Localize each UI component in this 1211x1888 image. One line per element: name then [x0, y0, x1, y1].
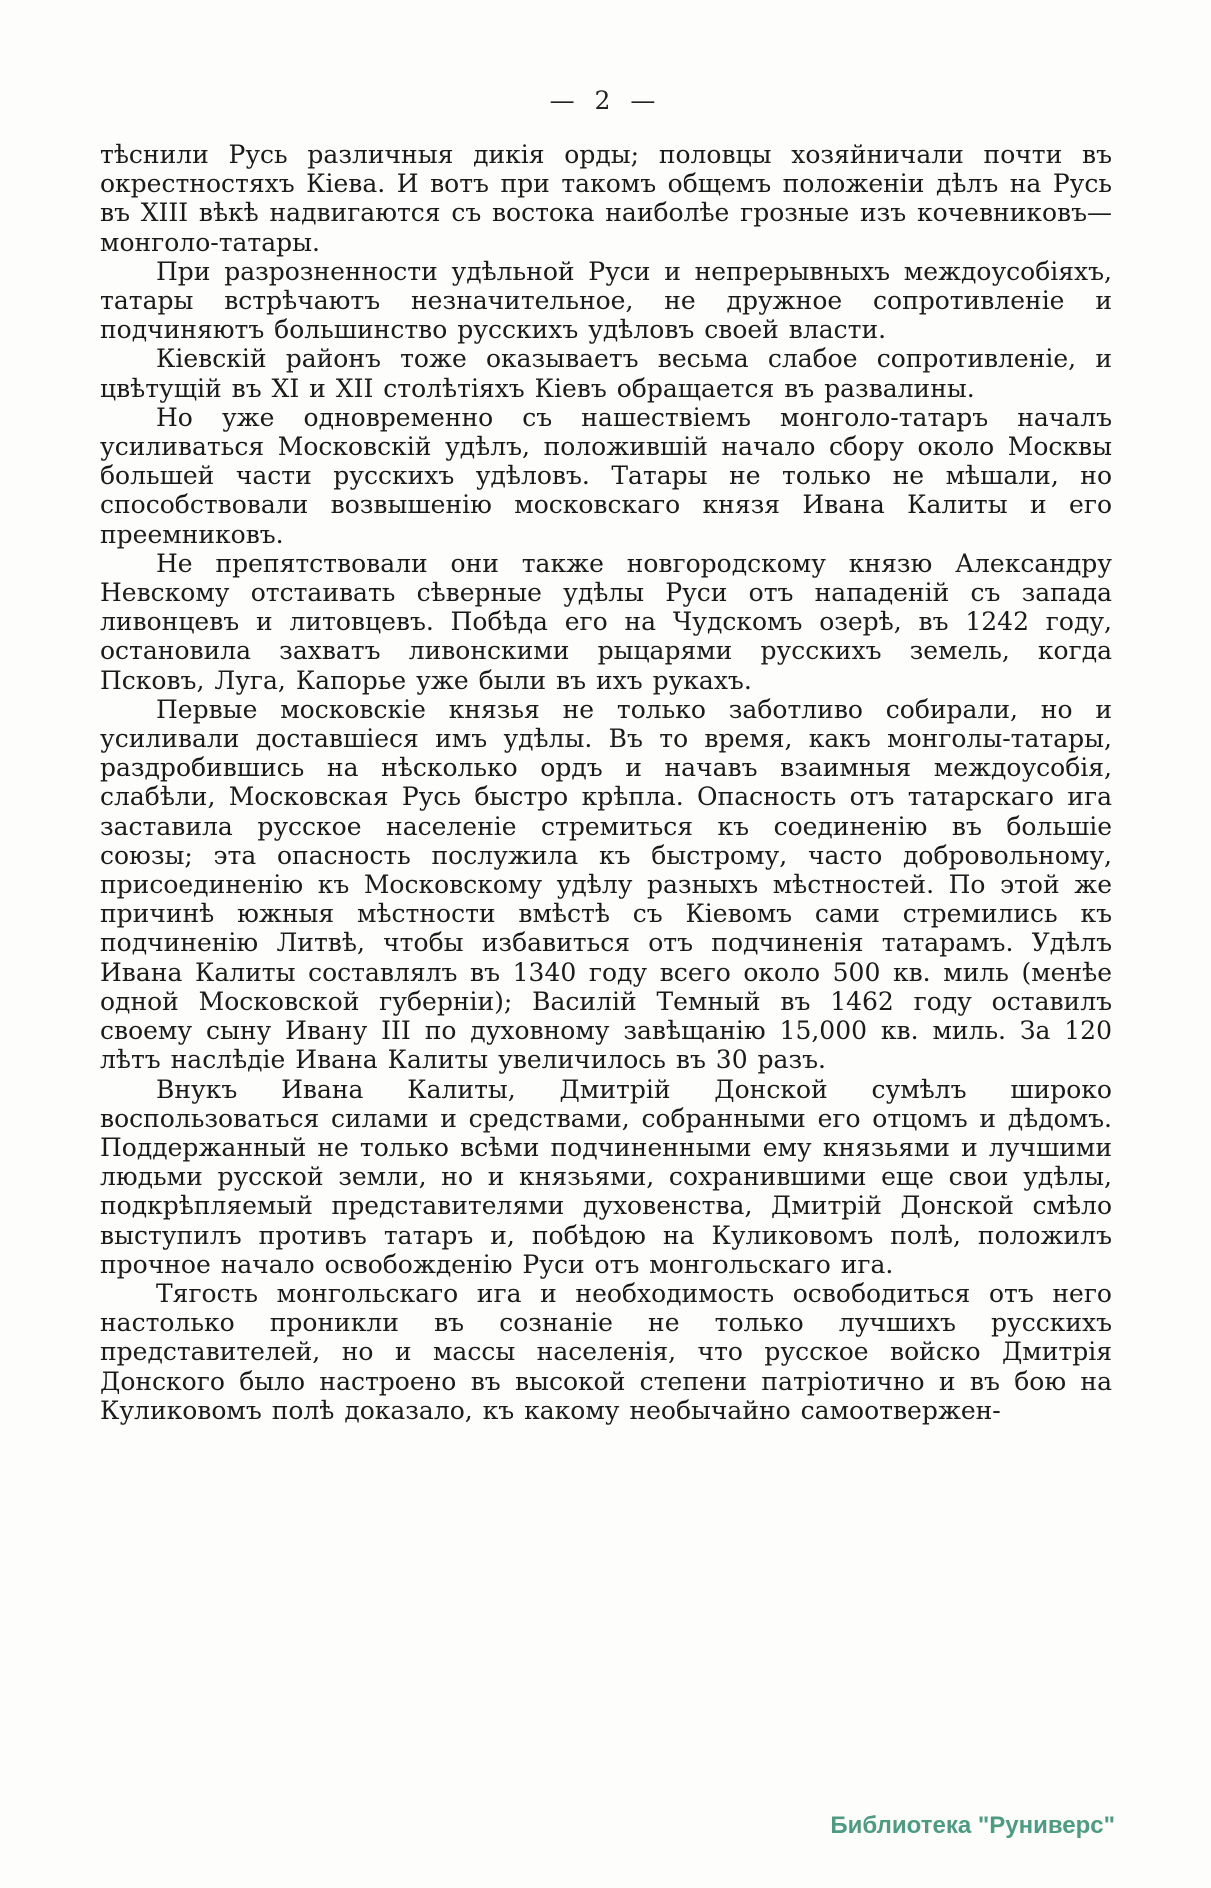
paragraph: Внукъ Ивана Калиты, Дмитрій Донской сумѣлъ широко воспользоваться силами и средствами, собранными его отцомъ и дѣдомъ. Поддержанный не только всѣми подчиненными ему князьями и лучшими людьми русской земли, но и князьями, сохранившими еще свои удѣлы, подкрѣпляемый представителями духовенства, Дмитрій Донской смѣло выступилъ противъ татаръ и, побѣдою на Куликовомъ полѣ, положилъ прочное начало освобожденію Руси отъ монгольскаго ига. [100, 1074, 1112, 1279]
library-watermark: Библиотека "Руниверс" [830, 1812, 1115, 1839]
paragraph: Не препятствовали они также новгородскому князю Александру Невскому отстаивать сѣверные удѣлы Руси отъ нападеній съ запада ливонцевъ и литовцевъ. Побѣда его на Чудскомъ озерѣ, въ 1242 году, остановила захватъ ливонскими рыцарями русскихъ земель, когда Псковъ, Луга, Капорье уже были въ ихъ рукахъ. [100, 548, 1112, 695]
paragraph: Кіевскій районъ тоже оказываетъ весьма слабое сопротивленіе, и цвѣтущій въ XI и XII столѣтіяхъ Кіевъ обращается въ развалины. [100, 344, 1112, 403]
paragraph: При разрозненности удѣльной Руси и непрерывныхъ междоусобіяхъ, татары встрѣчаютъ незначительное, не дружное сопротивленіе и подчиняютъ большинство русскихъ удѣловъ своей власти. [100, 256, 1112, 345]
paragraph: Но уже одновременно съ нашествіемъ монголо-татаръ началъ усиливаться Московскій удѣлъ, положившій начало сбору около Москвы большей части русскихъ удѣловъ. Татары не только не мѣшали, но способствовали возвышенію московскаго князя Ивана Калиты и его преемниковъ. [100, 402, 1112, 549]
paragraph: Первые московскіе князья не только заботливо собирали, но и усиливали доставшіеся имъ удѣлы. Въ то время, какъ монголы-татары, раздробившись на нѣсколько ордъ и начавъ взаимныя междоусобія, слабѣли, Московская Русь быстро крѣпла. Опасность отъ татарскаго ига заставила русское населеніе стремиться къ соединенію въ большіе союзы; эта опасность послужила къ быстрому, часто добровольному, присоединенію къ Московскому удѣлу разныхъ мѣстностей. По этой же причинѣ южныя мѣстности вмѣстѣ съ Кіевомъ сами стремились къ подчиненію Литвѣ, чтобы избавиться отъ подчиненія татарамъ. Удѣлъ Ивана Калиты составлялъ въ 1340 году всего около 500 кв. миль (менѣе одной Московской губерніи); Василій Темный въ 1462 году оставилъ своему сыну Ивану III по духовному завѣщанію 15,000 кв. миль. За 120 лѣтъ наслѣдіе Ивана Калиты увеличилось въ 30 разъ. [100, 694, 1112, 1075]
paragraph: Тягость монгольскаго ига и необходимость освободиться отъ него настолько проникли въ сознаніе не только лучшихъ русскихъ представителей, но и массы населенія, что русское войско Дмитрія Донского было настроено въ высокой степени патріотично и въ бою на Куликовомъ полѣ доказало, къ какому необычайно самоотвержен- [100, 1278, 1112, 1425]
page-number: — 2 — [549, 86, 662, 115]
paragraph: тѣснили Русь различныя дикія орды; половцы хозяйничали почти въ окрестностяхъ Кіева. И вотъ при такомъ общемъ положеніи дѣлъ на Русь въ XIII вѣкѣ надвигаются съ востока наиболѣе грозные изъ кочевниковъ—монголо-татары. [100, 140, 1112, 257]
page-text [100, 140, 1112, 1425]
